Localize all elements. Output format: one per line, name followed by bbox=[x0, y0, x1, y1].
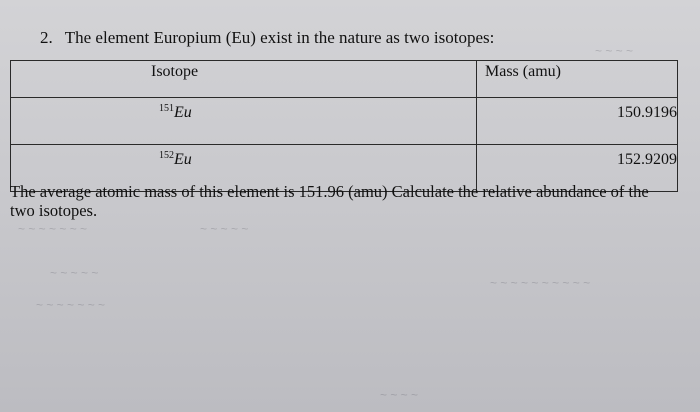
question-text: The element Europium (Eu) exist in the nature as two isotopes: bbox=[64, 28, 495, 47]
show-through-mark: ~ ~ ~ ~ bbox=[595, 44, 634, 58]
isotope-mass-cell: 150.9196 bbox=[477, 98, 678, 145]
table-row bbox=[11, 98, 678, 145]
mass-number: 151 bbox=[159, 103, 174, 114]
element-symbol: Eu bbox=[174, 104, 192, 121]
show-through-mark: ~ ~ ~ ~ bbox=[380, 388, 419, 402]
table-header-row bbox=[11, 61, 678, 98]
mass-column-header: Mass (amu) bbox=[477, 61, 678, 98]
isotope-mass-cell: 152.9209 bbox=[477, 145, 678, 192]
question-number: 2. bbox=[40, 28, 53, 47]
isotope-column-header: Isotope bbox=[11, 61, 477, 98]
show-through-mark: ~ ~ ~ ~ ~ ~ ~ bbox=[36, 298, 106, 312]
isotope-table bbox=[10, 60, 678, 192]
show-through-mark: ~ ~ ~ ~ ~ ~ ~ bbox=[18, 222, 88, 236]
isotope-symbol-cell bbox=[11, 98, 477, 145]
problem-line-2: two isotopes. bbox=[10, 201, 98, 220]
element-symbol: Eu bbox=[174, 151, 192, 168]
show-through-mark: ~ ~ ~ ~ ~ bbox=[200, 222, 249, 236]
problem-line-1: The average atomic mass of this element is 151.96 (amu) Calculate the relative abundance of the bbox=[10, 182, 649, 201]
show-through-mark: ~ ~ ~ ~ ~ ~ ~ ~ ~ ~ bbox=[490, 276, 591, 290]
question-header bbox=[40, 28, 494, 48]
show-through-mark: ~ ~ ~ ~ ~ bbox=[50, 266, 99, 280]
problem-statement bbox=[10, 182, 690, 220]
mass-number: 152 bbox=[159, 150, 174, 161]
